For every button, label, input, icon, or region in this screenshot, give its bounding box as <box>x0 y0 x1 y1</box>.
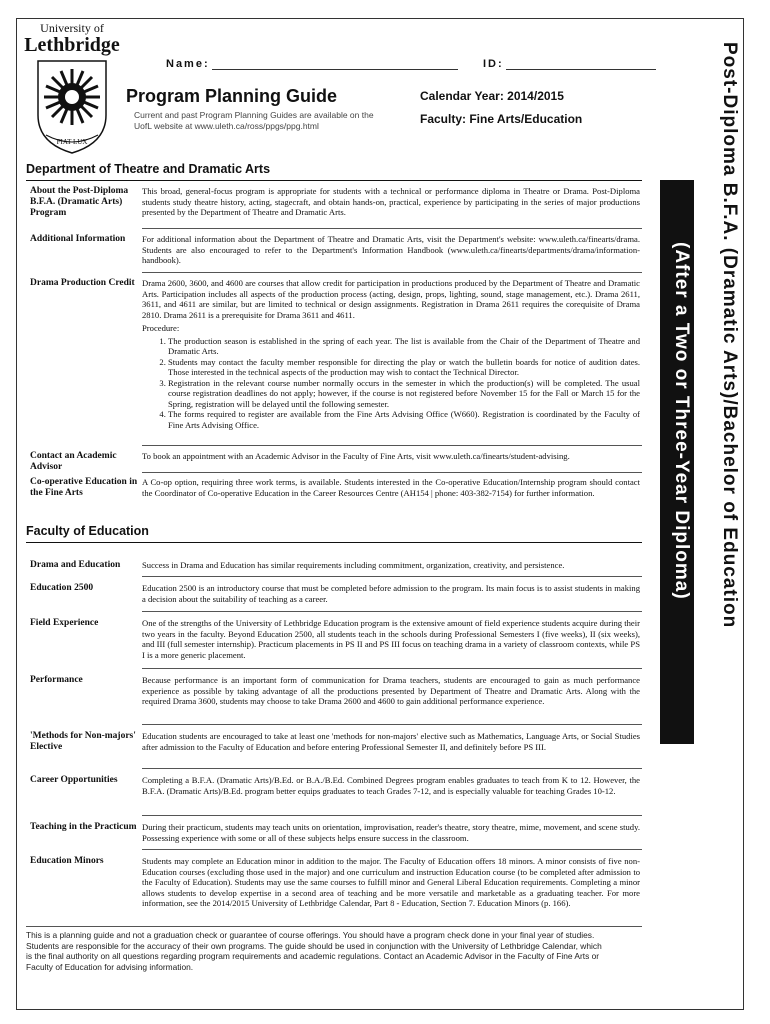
row-label: Career Opportunities <box>30 775 118 785</box>
row-text: Completing a B.F.A. (Dramatic Arts)/B.Ed. or B.A./B.Ed. Combined Degrees program enables graduates to teach from K to 12. However, the B.F.A. (Dramatic Arts)/B.Ed. program better equips graduates to teach Grades 7-12, and is especially valuable for teaching Grades 10-12. <box>142 775 640 796</box>
row-label: Contact an Academic Advisor <box>30 451 117 472</box>
row-text <box>142 278 640 430</box>
procedure-step: 4. The forms required to register are available from the Fine Arts Advising Office (W660). Registration is coordinated by the Faculty of Fine Arts Advising Office. <box>168 409 640 430</box>
faculty: Faculty: Fine Arts/Education <box>420 112 583 126</box>
row-label: 'Methods for Non-majors' Elective <box>30 731 136 752</box>
dept-divider <box>26 180 642 181</box>
procedure-step: 1. The production season is established in the spring of each year. The list is available from the Chair of the Department of Theatre and Dramatic Arts. <box>168 336 640 357</box>
id-label: ID: <box>483 58 504 70</box>
row-divider <box>142 611 642 612</box>
row-text: During their practicum, students may teach units on orientation, improvisation, reader's theatre, story theatre, mime, movement, and scene study. Possessing experience with some or all of these subjects helps ensure success in the classroom. <box>142 822 640 843</box>
row-text: A Co-op option, requiring three work terms, is available. Students interested in the Co-operative Education/Internship program should contact the Coordinator of Co-operative Education in the Career Resources Centre (AH154 | phone: 403-382-7154) for further information. <box>142 477 640 498</box>
row-divider <box>142 576 642 577</box>
procedure-list <box>142 336 640 431</box>
row-text: One of the strengths of the University of Lethbridge Education program is the extensive amount of field experience students acquire during their two years in the faculty. Beyond Education 2500, all students teach in the schools during Professional Semesters I (five weeks), II (six weeks), and III (full semester internship). Practicum placements in PS II and PS III focus on teaching drama in a variety of classroom contexts, while PS I is a more generic placement. <box>142 618 640 660</box>
row-label: Teaching in the Practicum <box>30 822 137 832</box>
name-field[interactable] <box>166 58 458 70</box>
edu-heading: Faculty of Education <box>26 524 149 538</box>
row-text: To book an appointment with an Academic Advisor in the Faculty of Fine Arts, visit www.uleth.ca/finearts/student-advising. <box>142 451 570 461</box>
row-text: This broad, general-focus program is appropriate for students with a technical or performance diploma in Theatre or Drama. Post-Diploma students study theatre history, acting, stagecraft, and obtain hands-on, practical, experience by participating in the series of major productions presented by the Department of Theatre and Dramatic Arts. <box>142 186 640 217</box>
row-text: Success in Drama and Education has similar requirements including commitment, organization, creativity, and persistence. <box>142 560 565 570</box>
footer-divider <box>26 926 642 927</box>
row-divider <box>142 724 642 725</box>
disclaimer: This is a planning guide and not a graduation check or guarantee of course offerings. You should have a program check done in your final year of studies. Students are responsible for the accuracy of their own programs. The guide should be used in conjunction with the University of Lethbridge Calendar, which is the final authority on all questions regarding program requirements and academic regulations. Contact an Academic Advisor in the Faculty of Fine Arts or Faculty of Education for advising information. <box>26 930 602 972</box>
row-divider <box>142 228 642 229</box>
row-text: For additional information about the Department of Theatre and Dramatic Arts, visit the Department's website: www.uleth.ca/finearts/drama. Students are also encouraged to refer to the Department's Information Handbook (www.uleth.ca/finearts/departments/drama/information-handbook). <box>142 234 640 265</box>
row-label: Drama Production Credit <box>30 278 135 288</box>
edu-divider <box>26 542 642 543</box>
procedure-step: 2. Students may contact the faculty member responsible for directing the play or watch the bulletin boards for notice of audition dates. Those interested in the technical aspects of the production may wish to contact the Technical Director. <box>168 357 640 378</box>
row-label: About the Post-Diploma B.F.A. (Dramatic Arts) Program <box>30 186 129 218</box>
row-text: Students may complete an Education minor in addition to the major. The Faculty of Education offers 18 minors. A minor consists of five non-Education courses (excluding those used in the major) and one curriculum and instruction Education course (to be completed after admission to the Faculty of Education). Students may use the same courses to fulfill minor and General Liberal Education requirements. Completing a minor allows students to develop expertise in a second area of teaching and be more versatile and marketable as a graduating teacher. For more information, see the 2014/2015 University of Lethbridge Calendar, Part 8 - Education, Section 7. Education Minors (p. 166). <box>142 856 640 908</box>
logo-line1: University of <box>40 21 104 35</box>
row-label: Co-operative Education in the Fine Arts <box>30 477 138 498</box>
row-divider <box>142 668 642 669</box>
row-label: Performance <box>30 675 83 685</box>
name-label: Name: <box>166 58 210 70</box>
dept-heading: Department of Theatre and Dramatic Arts <box>26 162 271 176</box>
production-text: Drama 2600, 3600, and 4600 are courses that allow credit for participation in productions produced by the Department of Theatre and Dramatic Arts. Participation includes all aspects of the production process (acting, design, props, lighting, sound, stage management, etc.). Drama 2611, 3611, and 4611 are similar, but are limited to technical or design assignments. Registration in Drama 2611 requires the corequisite of Drama 2810. Drama 2611 is a prerequisite for Drama 3611 and 4611. <box>142 278 640 320</box>
logo-line2: Lethbridge <box>24 34 120 56</box>
id-field[interactable] <box>483 58 656 70</box>
procedure-label: Procedure: <box>142 323 180 333</box>
row-label: Education Minors <box>30 856 104 866</box>
row-label: Education 2500 <box>30 583 94 593</box>
procedure-step: 3. Registration in the relevant course number normally occurs in the semester in which the production(s) will be completed. The usual course registration deadlines do not apply; however, if the course is not registered before November 15 for the Fall or March 15 for the Spring, registration will be delayed until the following semester. <box>168 378 640 410</box>
row-label: Drama and Education <box>30 560 121 570</box>
row-divider <box>142 272 642 273</box>
page-subtitle: Current and past Program Planning Guides are available on the UofL website at www.uleth.ca/ross/ppgs/ppg.html <box>134 110 374 131</box>
row-label: Additional Information <box>30 234 126 244</box>
side-title: Post-Diploma B.F.A. (Dramatic Arts)/Bachelor of Education <box>719 42 740 629</box>
row-divider <box>142 849 642 850</box>
sun-crest-icon <box>24 57 120 157</box>
row-label: Field Experience <box>30 618 99 628</box>
calendar-year: Calendar Year: 2014/2015 <box>420 89 564 103</box>
row-text: Education students are encouraged to take at least one 'methods for non-majors' elective such as Mathematics, Language Arts, or Social Studies after admission to the Faculty of Education and before entering Professional Semester II, and definitely before PS III. <box>142 731 640 752</box>
university-logo <box>22 22 122 162</box>
side-subtitle: (After a Two or Three-Year Diploma) <box>671 242 692 600</box>
logo-motto: FIAT LUX <box>56 138 88 146</box>
row-text: Because performance is an important form of communication for Drama teachers, students are encouraged to gain as much performance experience as possible by taking advantage of all the productions presented by Department of Theatre and Dramatic Arts. Along with the required Drama 3600, students may choose to take Drama 2600 and 4600 to gain additional performance experience. <box>142 675 640 706</box>
row-divider <box>142 472 642 473</box>
page-title: Program Planning Guide <box>126 86 338 106</box>
row-text: Education 2500 is an introductory course that must be completed before admission to the program. Its main focus is to assist students in making a decision about the suitability of teaching as a career. <box>142 583 640 604</box>
row-divider <box>142 768 642 769</box>
row-divider <box>142 445 642 446</box>
row-divider <box>142 815 642 816</box>
